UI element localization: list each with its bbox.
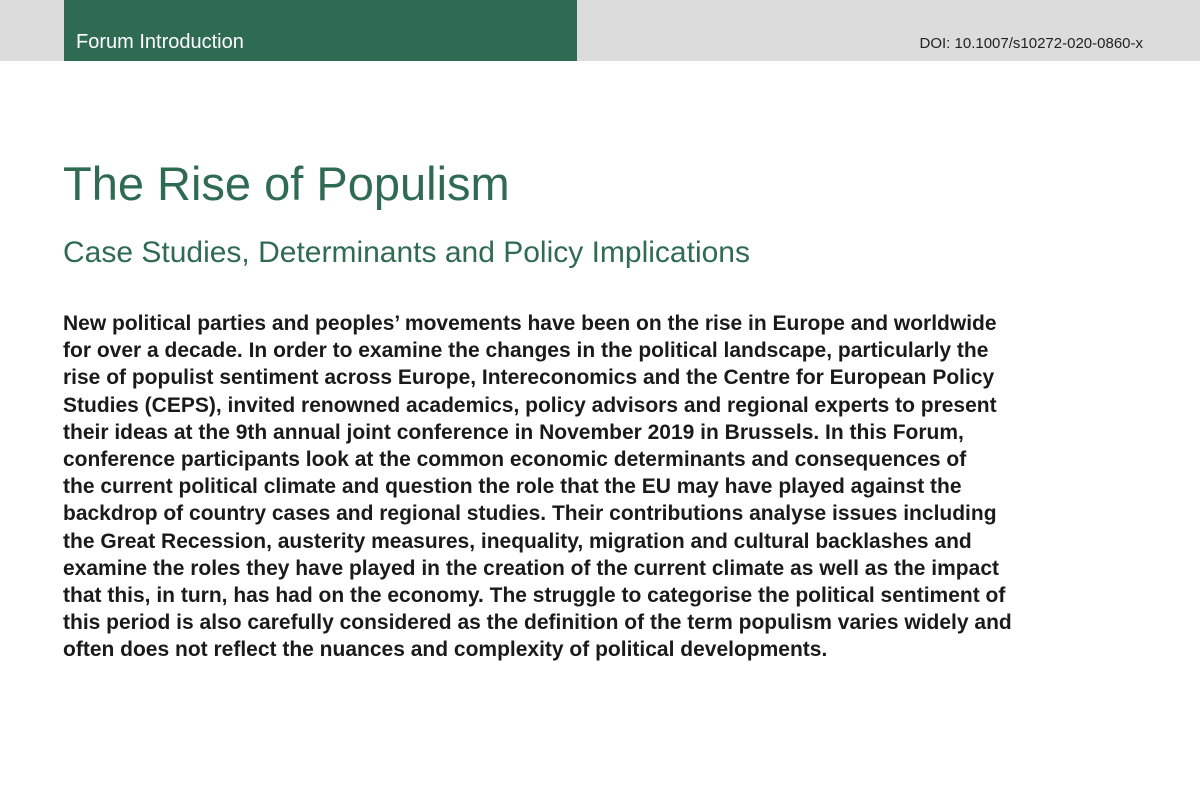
doi-reference: DOI: 10.1007/s10272-020-0860-x	[919, 35, 1143, 52]
header-band	[0, 0, 1200, 61]
abstract-line: Studies (CEPS), invited renowned academics, policy advisors and regional experts to present	[63, 393, 997, 417]
abstract-line: their ideas at the 9th annual joint conference in November 2019 in Brussels. In this Forum,	[63, 420, 964, 444]
abstract-line: the current political climate and question the role that the EU may have played against the	[63, 475, 962, 499]
article-title: The Rise of Populism	[63, 157, 510, 210]
abstract-line: that this, in turn, has had on the economy. The struggle to categorise the political sentiment of	[63, 584, 1006, 608]
abstract-line: conference participants look at the common economic determinants and consequences of	[63, 448, 967, 472]
article-subtitle: Case Studies, Determinants and Policy Implications	[63, 236, 750, 269]
abstract-line: rise of populist sentiment across Europe, Intereconomics and the Centre for European Policy	[63, 366, 995, 390]
section-label: Forum Introduction	[76, 31, 244, 53]
abstract-paragraph	[63, 310, 1153, 664]
abstract-line: often does not reflect the nuances and complexity of political developments.	[63, 638, 828, 662]
abstract-line: the Great Recession, austerity measures, inequality, migration and cultural backlashes and	[63, 529, 972, 553]
abstract-line: examine the roles they have played in the creation of the current climate as well as the impact	[63, 556, 999, 580]
abstract-line: backdrop of country cases and regional studies. Their contributions analyse issues including	[63, 502, 997, 526]
section-tab	[64, 0, 577, 61]
abstract-line: this period is also carefully considered as the definition of the term populism varies widely and	[63, 611, 1012, 635]
abstract-line: for over a decade. In order to examine the changes in the political landscape, particularly the	[63, 339, 989, 363]
abstract-line: New political parties and peoples’ movements have been on the rise in Europe and worldwide	[63, 312, 997, 335]
